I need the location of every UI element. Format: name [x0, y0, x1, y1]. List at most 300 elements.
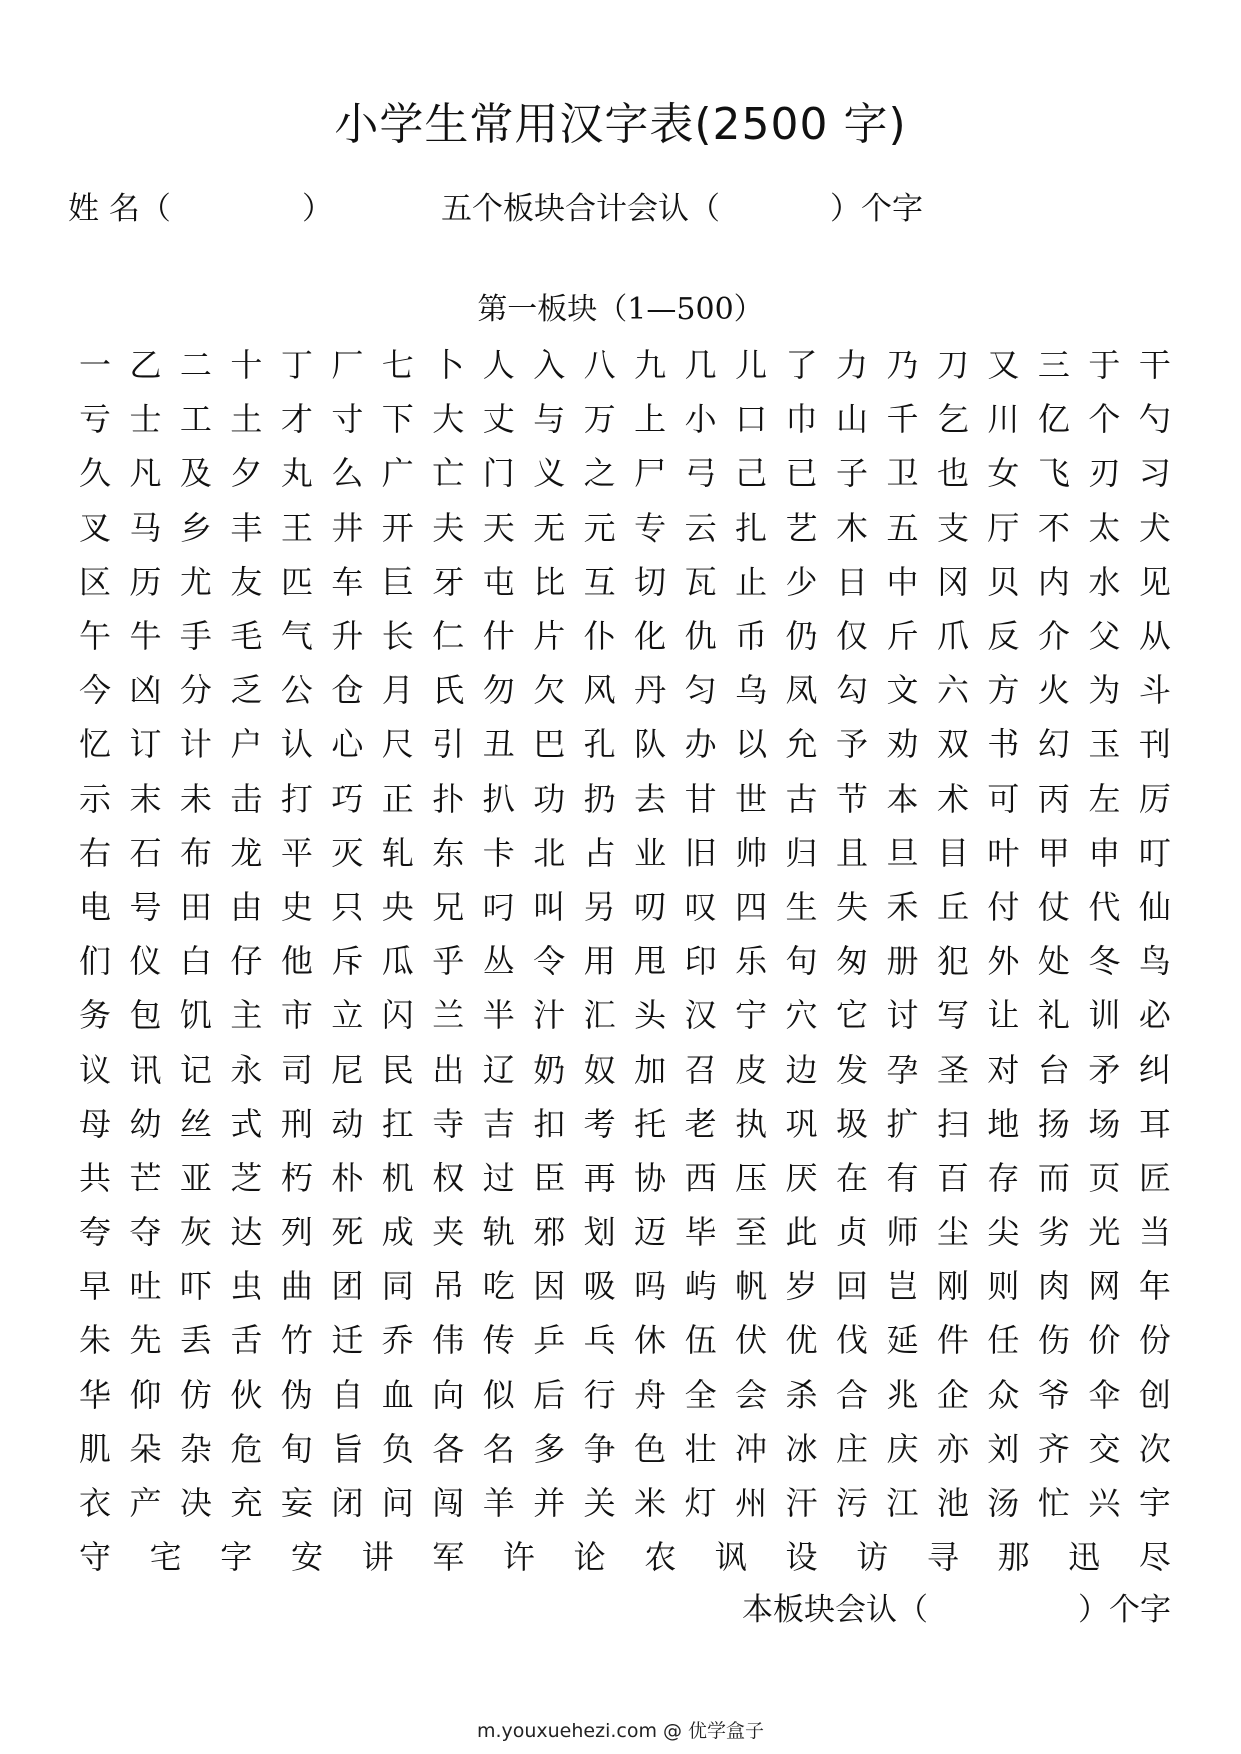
hanzi-char: 犬 — [1138, 508, 1171, 547]
hanzi-char: 执 — [735, 1104, 768, 1143]
hanzi-char: 岂 — [886, 1267, 919, 1306]
hanzi-char: 有 — [886, 1158, 919, 1197]
hanzi-char: 那 — [997, 1538, 1030, 1577]
hanzi-char: 平 — [280, 833, 313, 872]
char-row — [70, 934, 1180, 988]
hanzi-char: 币 — [735, 617, 768, 656]
hanzi-char: 口 — [735, 400, 768, 439]
hanzi-char: 千 — [886, 400, 919, 439]
hanzi-char: 冈 — [936, 562, 969, 601]
hanzi-char: 禾 — [886, 887, 919, 926]
hanzi-char: 巾 — [785, 400, 818, 439]
hanzi-char: 己 — [735, 454, 768, 493]
hanzi-char: 巧 — [331, 779, 364, 818]
hanzi-char: 世 — [735, 779, 768, 818]
hanzi-char: 伤 — [1037, 1321, 1070, 1360]
hanzi-char: 电 — [78, 887, 111, 926]
hanzi-char: 手 — [179, 617, 212, 656]
hanzi-char: 云 — [684, 508, 717, 547]
hanzi-char: 马 — [129, 508, 162, 547]
hanzi-char: 出 — [432, 1050, 465, 1089]
hanzi-char: 刃 — [1088, 454, 1121, 493]
char-row — [70, 717, 1180, 771]
hanzi-char: 五 — [886, 508, 919, 547]
hanzi-char: 东 — [432, 833, 465, 872]
hanzi-char: 休 — [634, 1321, 667, 1360]
hanzi-char: 关 — [583, 1484, 616, 1523]
hanzi-char: 与 — [533, 400, 566, 439]
hanzi-char: 创 — [1138, 1375, 1171, 1414]
hanzi-char: 守 — [78, 1538, 111, 1577]
hanzi-char: 久 — [78, 454, 111, 493]
hanzi-char: 斥 — [331, 942, 364, 981]
hanzi-char: 众 — [987, 1375, 1020, 1414]
hanzi-char: 记 — [179, 1050, 212, 1089]
page-title: 小学生常用汉字表(2500 字) — [334, 99, 907, 150]
hanzi-char: 动 — [331, 1104, 364, 1143]
hanzi-char: 羊 — [482, 1484, 515, 1523]
hanzi-char: 当 — [1138, 1213, 1171, 1252]
hanzi-char: 妄 — [280, 1484, 313, 1523]
hanzi-char: 飞 — [1037, 454, 1070, 493]
hanzi-char: 亡 — [432, 454, 465, 493]
hanzi-char: 安 — [290, 1538, 323, 1577]
hanzi-char: 灰 — [179, 1213, 212, 1252]
hanzi-char: 又 — [987, 346, 1020, 385]
hanzi-char: 斤 — [886, 617, 919, 656]
hanzi-char: 左 — [1088, 779, 1121, 818]
hanzi-char: 爷 — [1037, 1375, 1070, 1414]
hanzi-char: 各 — [432, 1429, 465, 1468]
hanzi-char: 仙 — [1138, 887, 1171, 926]
hanzi-char: 大 — [432, 400, 465, 439]
hanzi-char: 毕 — [684, 1213, 717, 1252]
hanzi-char: 午 — [78, 617, 111, 656]
hanzi-char: 米 — [634, 1484, 667, 1523]
hanzi-char: 开 — [381, 508, 414, 547]
name-close: ） — [302, 191, 333, 227]
hanzi-char: 交 — [1088, 1429, 1121, 1468]
hanzi-char: 八 — [583, 346, 616, 385]
watermark: m.youxuehezi.com @ 优学盒子 — [476, 1720, 765, 1742]
hanzi-char: 包 — [129, 996, 162, 1035]
hanzi-char: 认 — [280, 725, 313, 764]
hanzi-char: 勾 — [836, 671, 869, 710]
hanzi-char: 全 — [684, 1375, 717, 1414]
hanzi-char: 去 — [634, 779, 667, 818]
hanzi-char: 忆 — [78, 725, 111, 764]
hanzi-char: 文 — [886, 671, 919, 710]
hanzi-char: 夹 — [432, 1213, 465, 1252]
hanzi-char: 问 — [381, 1484, 414, 1523]
hanzi-char: 亏 — [78, 400, 111, 439]
hanzi-char: 入 — [533, 346, 566, 385]
hanzi-char: 饥 — [179, 996, 212, 1035]
hanzi-char: 六 — [936, 671, 969, 710]
hanzi-char: 闯 — [432, 1484, 465, 1523]
hanzi-char: 旬 — [280, 1429, 313, 1468]
hanzi-char: 扒 — [482, 779, 515, 818]
hanzi-char: 片 — [533, 617, 566, 656]
hanzi-char: 厉 — [1138, 779, 1171, 818]
hanzi-char: 芒 — [129, 1158, 162, 1197]
hanzi-char: 忙 — [1037, 1484, 1070, 1523]
hanzi-char: 托 — [634, 1104, 667, 1143]
hanzi-char: 丝 — [179, 1104, 212, 1143]
hanzi-char: 尤 — [179, 562, 212, 601]
hanzi-char: 因 — [533, 1267, 566, 1306]
hanzi-char: 朽 — [280, 1158, 313, 1197]
hanzi-char: 夸 — [78, 1213, 111, 1252]
hanzi-char: 讽 — [714, 1538, 747, 1577]
hanzi-char: 讲 — [361, 1538, 394, 1577]
hanzi-char: 圣 — [936, 1050, 969, 1089]
hanzi-char: 地 — [987, 1104, 1020, 1143]
hanzi-char: 只 — [331, 887, 364, 926]
hanzi-char: 厌 — [785, 1158, 818, 1197]
hanzi-char: 压 — [735, 1158, 768, 1197]
hanzi-char: 伏 — [735, 1321, 768, 1360]
hanzi-char: 历 — [129, 562, 162, 601]
hanzi-char: 化 — [634, 617, 667, 656]
hanzi-char: 反 — [987, 617, 1020, 656]
hanzi-char: 肌 — [78, 1429, 111, 1468]
hanzi-char: 屿 — [684, 1267, 717, 1306]
hanzi-char: 术 — [936, 779, 969, 818]
hanzi-char: 岁 — [785, 1267, 818, 1306]
hanzi-char: 匆 — [836, 942, 869, 981]
hanzi-char: 头 — [634, 996, 667, 1035]
char-row — [70, 1476, 1180, 1530]
hanzi-char: 江 — [886, 1484, 919, 1523]
hanzi-char: 四 — [735, 887, 768, 926]
hanzi-char: 册 — [886, 942, 919, 981]
hanzi-char: 叼 — [482, 887, 515, 926]
hanzi-char: 立 — [331, 996, 364, 1035]
hanzi-char: 尖 — [987, 1213, 1020, 1252]
hanzi-char: 旦 — [886, 833, 919, 872]
hanzi-char: 及 — [179, 454, 212, 493]
char-row — [70, 1259, 1180, 1313]
hanzi-char: 兆 — [886, 1375, 919, 1414]
char-row — [70, 663, 1180, 717]
hanzi-char: 已 — [785, 454, 818, 493]
hanzi-char: 尺 — [381, 725, 414, 764]
hanzi-char: 次 — [1138, 1429, 1171, 1468]
hanzi-char: 玉 — [1088, 725, 1121, 764]
hanzi-char: 丸 — [280, 454, 313, 493]
hanzi-char: 主 — [230, 996, 263, 1035]
hanzi-char: 农 — [644, 1538, 677, 1577]
hanzi-char: 区 — [78, 562, 111, 601]
hanzi-char: 上 — [634, 400, 667, 439]
hanzi-char: 三 — [1037, 346, 1070, 385]
hanzi-char: 央 — [381, 887, 414, 926]
hanzi-char: 于 — [1088, 346, 1121, 385]
hanzi-char: 天 — [482, 508, 515, 547]
hanzi-char: 汁 — [533, 996, 566, 1035]
hanzi-char: 七 — [381, 346, 414, 385]
hanzi-char: 吓 — [179, 1267, 212, 1306]
hanzi-char: 功 — [533, 779, 566, 818]
hanzi-char: 史 — [280, 887, 313, 926]
hanzi-char: 兄 — [432, 887, 465, 926]
hanzi-char: 支 — [936, 508, 969, 547]
hanzi-char: 令 — [533, 942, 566, 981]
hanzi-char: 专 — [634, 508, 667, 547]
hanzi-char: 占 — [583, 833, 616, 872]
hanzi-char: 扔 — [583, 779, 616, 818]
hanzi-char: 司 — [280, 1050, 313, 1089]
hanzi-char: 止 — [735, 562, 768, 601]
hanzi-char: 厂 — [331, 346, 364, 385]
hanzi-char: 对 — [987, 1050, 1020, 1089]
hanzi-char: 刑 — [280, 1104, 313, 1143]
char-row — [70, 988, 1180, 1042]
hanzi-char: 并 — [533, 1484, 566, 1523]
hanzi-char: 字 — [220, 1538, 253, 1577]
hanzi-char: 机 — [381, 1158, 414, 1197]
hanzi-char: 分 — [179, 671, 212, 710]
hanzi-char: 向 — [432, 1375, 465, 1414]
hanzi-char: 月 — [381, 671, 414, 710]
hanzi-char: 曲 — [280, 1267, 313, 1306]
hanzi-char: 虫 — [230, 1267, 263, 1306]
hanzi-char: 比 — [533, 562, 566, 601]
hanzi-char: 池 — [936, 1484, 969, 1523]
hanzi-char: 也 — [936, 454, 969, 493]
hanzi-char: 尼 — [331, 1050, 364, 1089]
char-row — [70, 501, 1180, 555]
hanzi-char: 他 — [280, 942, 313, 981]
hanzi-char: 勿 — [482, 671, 515, 710]
hanzi-char: 冲 — [735, 1429, 768, 1468]
hanzi-char: 匠 — [1138, 1158, 1171, 1197]
hanzi-char: 夕 — [230, 454, 263, 493]
hanzi-char: 过 — [482, 1158, 515, 1197]
hanzi-char: 讨 — [886, 996, 919, 1035]
hanzi-char: 朴 — [331, 1158, 364, 1197]
hanzi-char: 方 — [987, 671, 1020, 710]
hanzi-char: 个 — [1088, 400, 1121, 439]
hanzi-char: 达 — [230, 1213, 263, 1252]
hanzi-char: 吐 — [129, 1267, 162, 1306]
hanzi-char: 叹 — [684, 887, 717, 926]
hanzi-char: 训 — [1088, 996, 1121, 1035]
hanzi-char: 再 — [583, 1158, 616, 1197]
char-row — [70, 1422, 1180, 1476]
hanzi-char: 从 — [1138, 617, 1171, 656]
hanzi-char: 劝 — [886, 725, 919, 764]
hanzi-char: 迁 — [331, 1321, 364, 1360]
hanzi-char: 儿 — [735, 346, 768, 385]
hanzi-char: 芝 — [230, 1158, 263, 1197]
hanzi-char: 句 — [785, 942, 818, 981]
hanzi-char: 多 — [533, 1429, 566, 1468]
hanzi-char: 仓 — [331, 671, 364, 710]
hanzi-char: 同 — [381, 1267, 414, 1306]
hanzi-char: 迈 — [634, 1213, 667, 1252]
hanzi-char: 宅 — [149, 1538, 182, 1577]
hanzi-char: 正 — [381, 779, 414, 818]
hanzi-char: 价 — [1088, 1321, 1121, 1360]
hanzi-char: 灯 — [684, 1484, 717, 1523]
hanzi-char: 仍 — [785, 617, 818, 656]
hanzi-char: 内 — [1037, 562, 1070, 601]
hanzi-char: 另 — [583, 887, 616, 926]
section-count — [742, 1584, 1171, 1629]
char-row — [70, 880, 1180, 934]
hanzi-char: 优 — [785, 1321, 818, 1360]
hanzi-char: 为 — [1088, 671, 1121, 710]
hanzi-char: 议 — [78, 1050, 111, 1089]
hanzi-char: 仿 — [179, 1375, 212, 1414]
hanzi-char: 扛 — [381, 1104, 414, 1143]
hanzi-char: 寻 — [926, 1538, 959, 1577]
hanzi-char: 伟 — [432, 1321, 465, 1360]
hanzi-char: 危 — [230, 1429, 263, 1468]
hanzi-char: 卫 — [886, 454, 919, 493]
hanzi-char: 田 — [179, 887, 212, 926]
hanzi-char: 亿 — [1037, 400, 1070, 439]
hanzi-char: 帆 — [735, 1267, 768, 1306]
hanzi-char: 古 — [785, 779, 818, 818]
hanzi-char: 民 — [381, 1050, 414, 1089]
hanzi-char: 死 — [331, 1213, 364, 1252]
hanzi-char: 扎 — [735, 508, 768, 547]
hanzi-char: 舟 — [634, 1375, 667, 1414]
hanzi-char: 中 — [886, 562, 919, 601]
hanzi-char: 士 — [129, 400, 162, 439]
hanzi-char: 冰 — [785, 1429, 818, 1468]
hanzi-char: 寺 — [432, 1104, 465, 1143]
hanzi-char: 干 — [1138, 346, 1171, 385]
hanzi-char: 兴 — [1088, 1484, 1121, 1523]
hanzi-char: 乙 — [129, 346, 162, 385]
hanzi-char: 末 — [129, 779, 162, 818]
hanzi-char: 女 — [987, 454, 1020, 493]
hanzi-char: 许 — [502, 1538, 535, 1577]
hanzi-char: 礼 — [1037, 996, 1070, 1035]
hanzi-char: 示 — [78, 779, 111, 818]
hanzi-char: 杀 — [785, 1375, 818, 1414]
hanzi-char: 升 — [331, 617, 364, 656]
hanzi-char: 贝 — [987, 562, 1020, 601]
hanzi-char: 亚 — [179, 1158, 212, 1197]
hanzi-char: 井 — [331, 508, 364, 547]
hanzi-char: 刚 — [936, 1267, 969, 1306]
hanzi-char: 合 — [836, 1375, 869, 1414]
hanzi-char: 仆 — [583, 617, 616, 656]
hanzi-char: 孔 — [583, 725, 616, 764]
hanzi-char: 决 — [179, 1484, 212, 1523]
hanzi-char: 迅 — [1068, 1538, 1101, 1577]
hanzi-char: 乒 — [533, 1321, 566, 1360]
hanzi-char: 讯 — [129, 1050, 162, 1089]
hanzi-char: 甲 — [1037, 833, 1070, 872]
hanzi-char: 行 — [583, 1375, 616, 1414]
hanzi-char: 介 — [1037, 617, 1070, 656]
hanzi-char: 充 — [230, 1484, 263, 1523]
hanzi-char: 卡 — [482, 833, 515, 872]
hanzi-char: 瓜 — [381, 942, 414, 981]
hanzi-char: 齐 — [1037, 1429, 1070, 1468]
hanzi-char: 二 — [179, 346, 212, 385]
hanzi-char: 污 — [836, 1484, 869, 1523]
hanzi-char: 丢 — [179, 1321, 212, 1360]
hanzi-char: 协 — [634, 1158, 667, 1197]
hanzi-char: 丛 — [482, 942, 515, 981]
hanzi-char: 邪 — [533, 1213, 566, 1252]
hanzi-char: 叨 — [634, 887, 667, 926]
hanzi-char: 传 — [482, 1321, 515, 1360]
hanzi-char: 凤 — [785, 671, 818, 710]
hanzi-char: 矛 — [1088, 1050, 1121, 1089]
hanzi-char: 目 — [936, 833, 969, 872]
hanzi-char: 凡 — [129, 454, 162, 493]
hanzi-char: 少 — [785, 562, 818, 601]
hanzi-char: 无 — [533, 508, 566, 547]
hanzi-char: 吗 — [634, 1267, 667, 1306]
hanzi-char: 永 — [230, 1050, 263, 1089]
hanzi-char: 老 — [684, 1104, 717, 1143]
section-count-label: 本板块会认（ — [742, 1592, 928, 1628]
hanzi-char: 半 — [482, 996, 515, 1035]
hanzi-char: 布 — [179, 833, 212, 872]
hanzi-char: 日 — [836, 562, 869, 601]
hanzi-char: 艺 — [785, 508, 818, 547]
hanzi-char: 此 — [785, 1213, 818, 1252]
hanzi-char: 付 — [987, 887, 1020, 926]
hanzi-char: 争 — [583, 1429, 616, 1468]
hanzi-char: 本 — [886, 779, 919, 818]
hanzi-char: 书 — [987, 725, 1020, 764]
hanzi-char: 写 — [936, 996, 969, 1035]
hanzi-char: 汗 — [785, 1484, 818, 1523]
hanzi-char: 仁 — [432, 617, 465, 656]
hanzi-char: 吉 — [482, 1104, 515, 1143]
hanzi-char: 弓 — [684, 454, 717, 493]
hanzi-char: 贞 — [836, 1213, 869, 1252]
hanzi-char: 旨 — [331, 1429, 364, 1468]
hanzi-char: 它 — [836, 996, 869, 1035]
hanzi-char: 召 — [684, 1050, 717, 1089]
hanzi-char: 鸟 — [1138, 942, 1171, 981]
hanzi-char: 壮 — [684, 1429, 717, 1468]
hanzi-char: 仅 — [836, 617, 869, 656]
hanzi-char: 舌 — [230, 1321, 263, 1360]
hanzi-char: 予 — [836, 725, 869, 764]
char-row — [70, 772, 1180, 826]
hanzi-char: 水 — [1088, 562, 1121, 601]
hanzi-char: 刘 — [987, 1429, 1020, 1468]
hanzi-char: 庄 — [836, 1429, 869, 1468]
hanzi-char: 双 — [936, 725, 969, 764]
hanzi-char: 厅 — [987, 508, 1020, 547]
hanzi-char: 巨 — [381, 562, 414, 601]
hanzi-char: 肉 — [1037, 1267, 1070, 1306]
hanzi-char: 切 — [634, 562, 667, 601]
hanzi-char: 权 — [432, 1158, 465, 1197]
hanzi-char: 先 — [129, 1321, 162, 1360]
hanzi-char: 纠 — [1138, 1050, 1171, 1089]
hanzi-char: 衣 — [78, 1484, 111, 1523]
hanzi-char: 务 — [78, 996, 111, 1035]
hanzi-char: 汤 — [987, 1484, 1020, 1523]
hanzi-char: 下 — [381, 400, 414, 439]
hanzi-char: 由 — [230, 887, 263, 926]
hanzi-char: 丘 — [936, 887, 969, 926]
